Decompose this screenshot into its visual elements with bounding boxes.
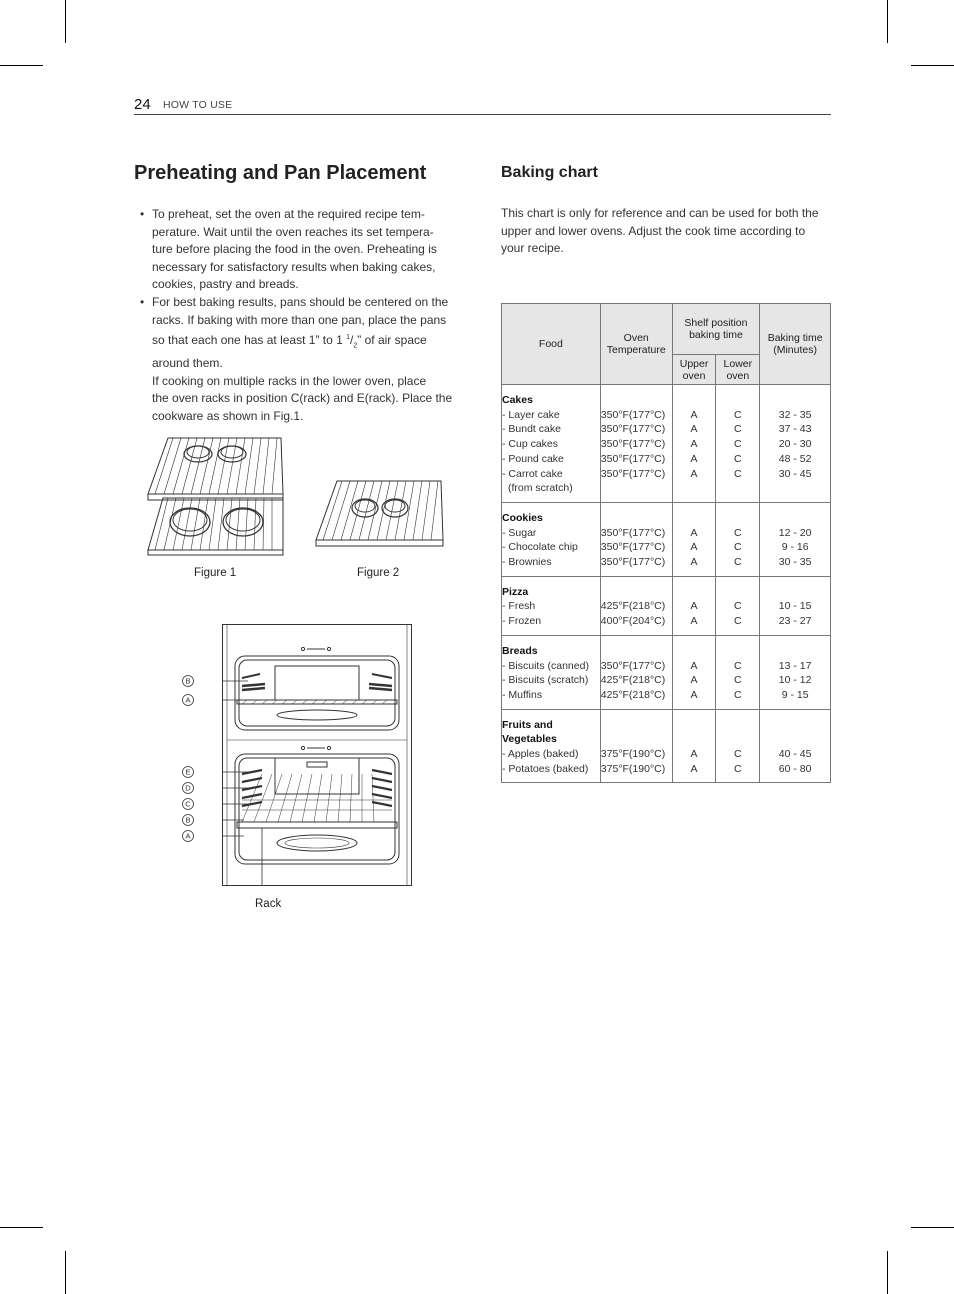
header-baking-time [760, 304, 831, 385]
table-row [502, 385, 831, 503]
food-item: (from scratch) [508, 482, 573, 495]
baking-time-value: 40 - 45 [778, 748, 812, 761]
position-label-lower-a: A [185, 831, 191, 841]
lower-oven-position: C [734, 688, 742, 701]
upper-oven-position: A [690, 556, 698, 569]
cell-food [502, 385, 601, 503]
text-line: For best baking results, pans should be centered on the [152, 294, 449, 309]
table-row [502, 502, 831, 576]
spacer [673, 393, 716, 408]
baking-time-value: 20 - 30 [778, 438, 812, 451]
cell-baking-time [760, 385, 831, 503]
text-fragment: ” of air space [357, 333, 427, 348]
cell-temperature [600, 502, 672, 576]
cell-food [502, 502, 601, 576]
upper-oven-position: A [690, 659, 698, 672]
temperature-value: 425°F(218°C) [600, 674, 666, 687]
cell-food [502, 635, 601, 709]
upper-oven-position: A [690, 748, 698, 761]
spacer [716, 585, 759, 600]
food-item: - Biscuits (canned) [502, 659, 589, 672]
spacer [716, 732, 759, 747]
cell-temperature [600, 385, 672, 503]
header-line: Lower [723, 357, 753, 370]
cell-lower-oven [716, 709, 760, 783]
spacer [601, 718, 672, 733]
position-label-upper-b: B [185, 676, 191, 686]
fraction-numerator: 1 [346, 334, 351, 342]
header-rule [134, 114, 831, 115]
temperature-value: 350°F(177°C) [600, 556, 666, 569]
page-number: 24 [134, 96, 151, 113]
baking-chart-table [501, 303, 831, 783]
food-item: - Potatoes (baked) [502, 762, 589, 775]
spacer [716, 644, 759, 659]
text-line: necessary for satisfactory results when baking cakes, [152, 259, 436, 274]
baking-time-value: 37 - 43 [778, 423, 812, 436]
baking-time-value: 10 - 15 [778, 600, 812, 613]
cell-upper-oven [672, 576, 716, 635]
spacer [601, 511, 672, 526]
food-group-name: Pizza [502, 585, 529, 598]
text-line: racks. If baking with more than one pan, place the pans [152, 312, 447, 327]
upper-oven-position: A [690, 541, 698, 554]
baking-time-value: 10 - 12 [778, 674, 812, 687]
header-line: Temperature [606, 344, 666, 356]
food-item: - Apples (baked) [502, 748, 579, 761]
text-line: perature. Wait until the oven reaches its set tempera- [152, 224, 434, 239]
cell-lower-oven [716, 385, 760, 503]
lower-oven-position: C [734, 423, 742, 436]
cell-upper-oven [672, 635, 716, 709]
text-line: the oven racks in position C(rack) and E(rack). Place the [152, 391, 453, 406]
baking-chart-body [502, 385, 831, 783]
spacer [601, 732, 672, 747]
bullet-icon: • [140, 294, 145, 309]
text-line: ture before placing the food in the oven. Preheating is [152, 242, 437, 257]
upper-oven-position: A [690, 423, 698, 436]
position-label-lower-d: D [185, 783, 191, 793]
section-title-preheating: Preheating and Pan Placement [134, 162, 427, 184]
food-group-name: Cookies [502, 511, 543, 524]
cell-baking-time [760, 635, 831, 709]
food-group-name: Fruits and [502, 718, 553, 731]
spacer [716, 718, 759, 733]
lower-oven-position: C [734, 674, 742, 687]
spacer [673, 732, 716, 747]
crop-mark [65, 1251, 66, 1294]
upper-oven-position: A [690, 452, 698, 465]
baking-time-value: 9 - 15 [781, 688, 809, 701]
spacer [760, 718, 830, 733]
spacer [760, 732, 830, 747]
crop-mark [887, 0, 888, 43]
temperature-value: 350°F(177°C) [600, 408, 666, 421]
food-item: - Bundt cake [502, 423, 561, 436]
lower-oven-position: C [734, 438, 742, 451]
baking-time-value: 23 - 27 [778, 615, 812, 628]
food-group-name: Cakes [502, 394, 533, 406]
upper-oven-position: A [690, 408, 698, 421]
lower-oven-position: C [734, 526, 742, 539]
baking-time-value: 30 - 35 [778, 556, 812, 569]
cell-baking-time [760, 576, 831, 635]
food-item: - Carrot cake [502, 467, 563, 480]
crop-mark [911, 1227, 954, 1228]
temperature-value: 350°F(177°C) [600, 659, 666, 672]
temperature-value: 350°F(177°C) [600, 423, 666, 436]
header-line: Baking time [767, 332, 823, 344]
upper-oven-position: A [690, 674, 698, 687]
header-line: Oven [623, 332, 649, 344]
header-line: baking time [689, 329, 743, 341]
fraction-denominator: 2 [353, 342, 358, 350]
spacer [760, 585, 830, 600]
lower-oven-position: C [734, 556, 742, 569]
header-line: (Minutes) [773, 344, 817, 356]
temperature-value: 350°F(177°C) [600, 452, 666, 465]
table-row [502, 709, 831, 783]
baking-time-value: 32 - 35 [778, 408, 812, 421]
upper-oven-position: A [690, 438, 698, 451]
bullet-icon: • [140, 207, 145, 221]
food-item: - Chocolate chip [502, 541, 578, 554]
text-line: cookies, pastry and breads. [152, 277, 299, 292]
temperature-value: 350°F(177°C) [600, 526, 666, 539]
upper-oven-position: A [690, 526, 698, 539]
food-item: - Pound cake [502, 452, 564, 465]
upper-oven-position: A [690, 615, 698, 628]
cell-baking-time [760, 502, 831, 576]
temperature-value: 425°F(218°C) [600, 600, 666, 613]
rack-label: Rack [255, 898, 282, 910]
food-item: - Biscuits (scratch) [502, 674, 589, 687]
text-line-fraction: so that each one has at least 1” to 1 $^1/_2$” of air space [152, 333, 427, 350]
double-oven-illustration [222, 624, 413, 887]
text-line: If cooking on multiple racks in the lower oven, place [152, 373, 427, 388]
lower-oven-position: C [734, 659, 742, 672]
cell-upper-oven [672, 502, 716, 576]
text-line: This chart is only for reference and can be used for both the [501, 206, 819, 220]
figure2-illustration [311, 476, 448, 552]
lower-oven-position: C [734, 408, 742, 421]
spacer [673, 585, 716, 600]
list-item [134, 294, 456, 426]
text-line: your recipe. [501, 241, 564, 256]
cell-upper-oven [672, 385, 716, 503]
baking-time-value: 48 - 52 [778, 452, 812, 465]
crop-mark [0, 65, 43, 66]
cell-lower-oven [716, 635, 760, 709]
upper-oven-position: A [690, 762, 698, 775]
spacer [601, 644, 672, 659]
upper-oven-position: A [690, 600, 698, 613]
header-oven-temperature [600, 304, 672, 385]
spacer [760, 644, 830, 659]
food-item: - Sugar [502, 526, 537, 539]
food-item: - Fresh [502, 600, 536, 613]
spacer [673, 511, 716, 526]
baking-time-value: 12 - 20 [778, 526, 812, 539]
food-item: - Muffins [502, 688, 543, 701]
position-label-lower-b: B [185, 815, 191, 825]
baking-time-value: 30 - 45 [778, 467, 812, 480]
crop-mark [911, 65, 954, 66]
temperature-value: 425°F(218°C) [600, 688, 666, 701]
header-line: Shelf position [684, 317, 748, 329]
cell-food [502, 576, 601, 635]
baking-time-value: 9 - 16 [781, 541, 809, 554]
food-group-name: Breads [502, 644, 538, 657]
temperature-value: 350°F(177°C) [600, 541, 666, 554]
food-item: - Cup cakes [502, 438, 559, 451]
oven-position-labels [180, 672, 196, 844]
header-line: Upper [679, 357, 709, 370]
temperature-value: 400°F(204°C) [600, 615, 666, 628]
food-group-name: Vegetables [502, 733, 557, 746]
crop-mark [65, 0, 66, 43]
cell-lower-oven [716, 502, 760, 576]
baking-time-value: 60 - 80 [778, 762, 812, 775]
lower-oven-position: C [734, 452, 742, 465]
baking-time-value: 13 - 17 [778, 659, 812, 672]
lower-oven-position: C [734, 748, 742, 761]
cell-temperature [600, 709, 672, 783]
text-line: around them. [152, 356, 223, 371]
text-line: cookware as shown in Fig.1. [152, 408, 304, 423]
temperature-value: 350°F(177°C) [600, 467, 666, 480]
spacer [716, 393, 759, 408]
cell-lower-oven [716, 576, 760, 635]
text-line: upper and lower ovens. Adjust the cook time according to [501, 223, 806, 238]
spacer [760, 393, 830, 408]
text-fragment: so that each one has at least 1” to 1 [152, 333, 347, 348]
food-item: - Brownies [502, 556, 552, 569]
temperature-value: 350°F(177°C) [600, 438, 666, 451]
figure2-caption: Figure 2 [357, 567, 400, 579]
spacer [716, 511, 759, 526]
spacer [760, 511, 830, 526]
cell-temperature [600, 576, 672, 635]
figure1-illustration [143, 434, 288, 559]
lower-oven-position: C [734, 762, 742, 775]
baking-chart-intro [501, 205, 831, 258]
header-upper-oven [672, 355, 716, 385]
figure1-caption: Figure 1 [194, 567, 237, 579]
lower-oven-position: C [734, 600, 742, 613]
instruction-list [134, 206, 456, 426]
cell-upper-oven [672, 709, 716, 783]
temperature-value: 375°F(190°C) [600, 748, 666, 761]
header-shelf-position [672, 304, 760, 355]
lower-oven-position: C [734, 467, 742, 480]
header-line: oven [726, 369, 750, 382]
food-item: - Layer cake [502, 408, 560, 421]
crop-mark [887, 1251, 888, 1294]
section-label: HOW TO USE [163, 99, 233, 111]
text-line: To preheat, set the oven at the required recipe tem- [152, 207, 425, 221]
header-line: oven [682, 369, 706, 382]
header-food: Food [502, 304, 601, 385]
header-lower-oven [716, 355, 760, 385]
position-label-lower-c: C [185, 799, 191, 809]
lower-oven-position: C [734, 615, 742, 628]
section-title-baking-chart: Baking chart [501, 164, 598, 181]
position-label-upper-a: A [185, 695, 191, 705]
list-item [134, 206, 456, 294]
lower-oven-position: C [734, 541, 742, 554]
spacer [673, 718, 716, 733]
table-row [502, 635, 831, 709]
table-row [502, 576, 831, 635]
cell-temperature [600, 635, 672, 709]
crop-mark [0, 1227, 43, 1228]
upper-oven-position: A [690, 467, 698, 480]
spacer [601, 585, 672, 600]
spacer [673, 644, 716, 659]
position-label-lower-e: E [185, 767, 191, 777]
spacer [601, 393, 672, 408]
food-item: - Frozen [502, 615, 542, 628]
temperature-value: 375°F(190°C) [600, 762, 666, 775]
upper-oven-position: A [690, 688, 698, 701]
cell-food [502, 709, 601, 783]
cell-baking-time [760, 709, 831, 783]
